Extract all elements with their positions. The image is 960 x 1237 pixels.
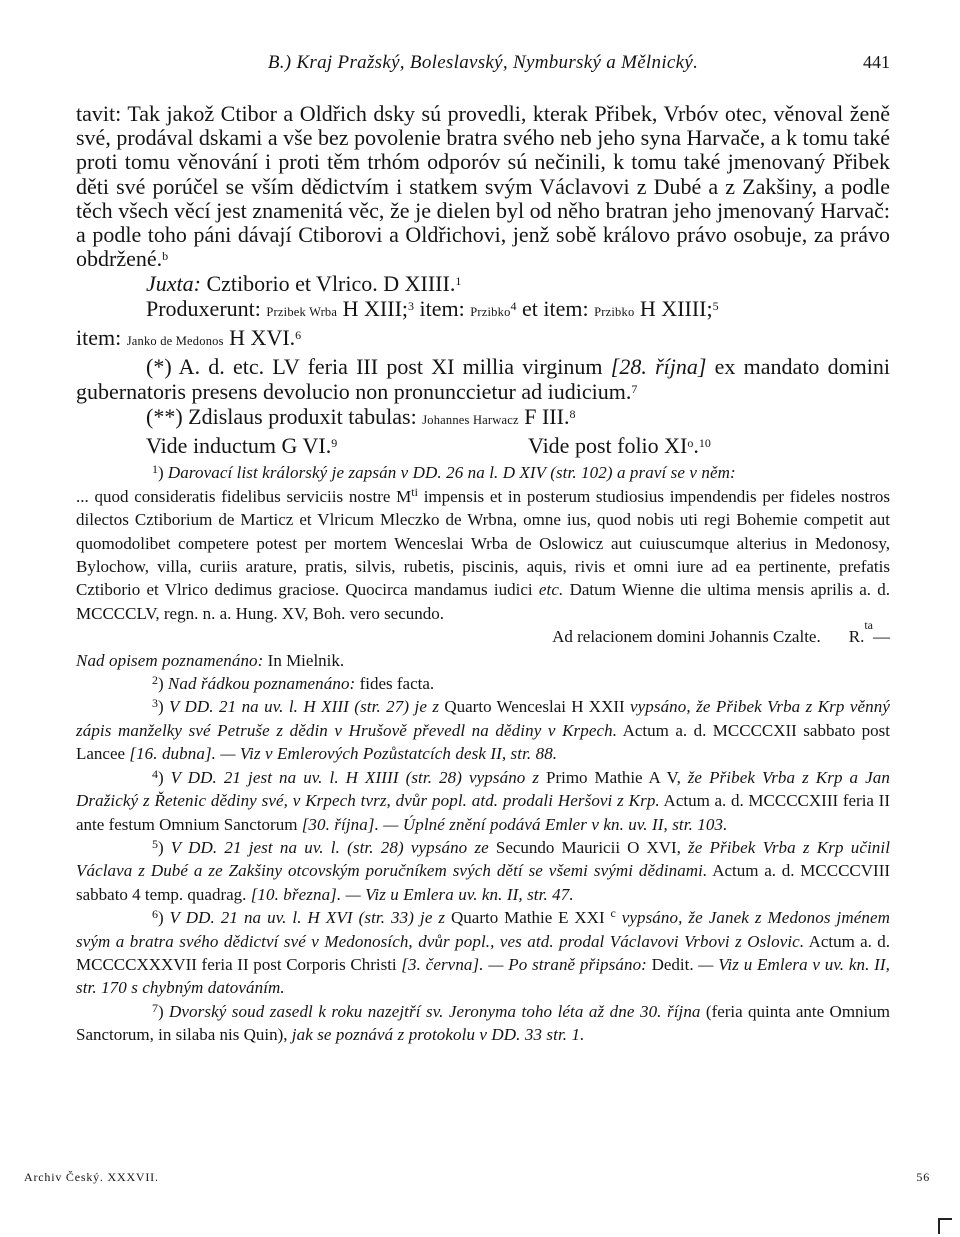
footnote-5-e: [10. března]. — Viz u Emlera uv. kn. II, str. 47. <box>250 884 574 904</box>
footnote-number: 2 <box>152 673 158 688</box>
footnote-4-c: že Přibek Vrba z Krp a Jan Dražický z Řetenic dědiny své, v Krpech tvrz, dvůr popl. atd. prodali Heršovi z Krp. <box>76 767 890 811</box>
produxerunt-entry-continued <box>76 325 890 354</box>
footnote-2-label: Nad řádkou poznamenáno: <box>167 674 356 694</box>
footnote-7-a: Dvorský soud zasedl k roku nazejtří sv. Jeronyma toho léta až dne 30. října <box>169 1001 701 1021</box>
main-paragraph-footnote-mark: b <box>162 249 169 264</box>
person-name: Johannes Harwacz <box>422 413 519 428</box>
item-word: item: <box>419 296 465 322</box>
footnote-7: $^7$) Dvorský soud zasedl k roku nazejtří sv. Jeronyma toho léta až dne 30. října (feria quinta ante Omnium Sanctorum, in silaba nis Quin), jak se poznává z protokolu v DD. 33 str. 1. <box>76 1000 890 1045</box>
footnote-number: 5 <box>152 836 158 851</box>
footnote-ref: 3 <box>408 299 415 314</box>
footnote-number: 1 <box>152 462 158 477</box>
footnote-ref: 6 <box>295 328 302 343</box>
juxta-entry <box>76 271 890 296</box>
running-header <box>76 50 890 80</box>
star-note-1-date: [28. října] <box>610 354 707 380</box>
document-page <box>76 50 890 1047</box>
footnote-4-b: Primo Mathie A V, <box>546 767 681 787</box>
footnote-1-datum: Datum Wienne die ultima mensis aprilis a. d. MCCCCLV, regn. n. a. Hung. XV, Boh. vero secundo. <box>76 580 891 623</box>
footnote-5: $^5$) V DD. 21 jest na uv. l. (str. 28) vypsáno ze Secundo Mauricii O XVI, že Přibek Vrba z Krp učinil Václava z Dubé a ze Zakšiny otcovským poručníkem svých dětí se všemi svými dědinami. Actum a. d. MCCCCVIII sabbato 4 temp. quadrag. [10. března]. — Viz u Emlera uv. kn. II, str. 47. <box>76 836 891 904</box>
star-note-2 <box>76 404 890 433</box>
footnote-6-e: [3. června]. — Po straně připsáno: <box>401 954 647 974</box>
footnote-1-body: ... quod consideratis fidelibus serviciis nostre M <box>76 486 412 506</box>
footnote-4-a: V DD. 21 jest na uv. l. H XIIII (str. 28) vypsáno z <box>170 767 540 787</box>
star-note-1 <box>76 354 890 404</box>
footnote-number: 4 <box>152 766 158 781</box>
footnote-7-c: jak se poznává z protokolu v DD. 33 str. 1. <box>291 1025 585 1045</box>
footnote-3: $^3$) V DD. 21 na uv. l. H XIII (str. 27) je z Quarto Wenceslai H XXII vypsáno, že Přibek Vrba z Krp věnný zápis manželky své Petruše z dědin v Hrušově převedl na dědiny v Krpech. Actum a. d. MCCCCXII sabbato post Lancee [16. dubna]. — Viz v Emlerových Pozůstatcích desk II, str. 88. <box>76 696 891 764</box>
register-ref: H XVI. <box>229 325 296 351</box>
page-number: 441 <box>863 52 890 72</box>
footnote-1-body-cont: impensis et in posterum studiosius impendendis per fideles nostros dilectos Cztiborium de Marticz et Vlricum Mleczko de Wrbna, omne ius, quod nobis uti regi Bohemie competit aut quomodolibet competere potest per mortem Wenceslai Wrba de Oslowicz aut cuiuscumque alterius in Medonosy, Bylochow, villa, curiis arature, pratis, silvis, rubetis, piscinis, aquis, rivis et omni iure ad ea pertinente, prefatis Cztiborio et Vlrico dedimus graciose. Quocirca mandamus iudici <box>76 486 890 600</box>
record-entries <box>76 271 890 458</box>
footnote-4-d: Actum a. d. MCCCCXIII feria II ante festum Omnium Sanctorum <box>76 791 890 834</box>
footnote-2: $^2$) Nad řádkou poznamenáno: fides facta. <box>152 673 435 694</box>
footnote-5-d: Actum a. d. MCCCCVIII sabbato 4 temp. quadrag. <box>76 861 891 904</box>
sheet-number: 56 <box>916 1170 930 1184</box>
star-note-1-text: (*) A. d. etc. LV feria III post XI millia virginum <box>146 354 603 380</box>
footnote-ref: 9 <box>331 436 338 451</box>
footnote-1: $^1$) Darovací list králorský je zapsán v DD. 26 na l. D XIV (str. 102) a praví se v něm: ... quod consideratis fidelibus serviciis nostre $M^{ti}$ impensis et in posterum studiosius impendendis per fideles nostros dilectos Cztiborium de Marticz et Vlricum Mleczko de Wrbna, omne ius, quod nobis uti regi Bohemie competit aut quomodolibet competere potest per mortem Wenceslai Wrba de Oslowicz aut cuiuscumque alterius in Medonosy, Bylochow, villa, curiis arature, pratis, silvis, rubetis, piscinis, aquis, rivis et omni iure ad ea pertinente, prefatis Cztiborio et Vlrico dedimus graciose. Quocirca mandamus iudici etc. Datum Wienne die ultima mensis aprilis a. d. MCCCCLV, regn. n. a. Hung. XV, Boh. vero secundo. Ad relacionem domini Johannis Czalte. R. ta — Nad opisem poznamenáno: In Mielnik. <box>76 462 891 670</box>
running-title: B.) Kraj Pražský, Boleslavský, Nymburský a Mělnický. <box>267 52 699 73</box>
produxerunt-entry <box>76 296 890 325</box>
footnote-1-etc: etc. <box>538 580 564 600</box>
person-name: Przibko <box>594 305 635 320</box>
register-ref: F III. <box>524 404 570 430</box>
volume-signature: Archiv Český. XXXVII. <box>24 1170 159 1184</box>
footnote-1-tail: In Mielnik. <box>267 650 345 670</box>
footnote-3-e: [16. dubna]. — Viz v Emlerových Pozůstatcích desk II, str. 88. <box>129 744 558 764</box>
person-name: Przibko <box>470 305 511 320</box>
footnote-6-c: vypsáno, že Janek z Medonos jménem svým a bratra svého dědictví své v Medonosích, dvůr popl., ves atd. prodal Václavovi Vrbovi z Oslovic. <box>76 908 891 951</box>
vide-row <box>76 433 890 458</box>
footnote-6-b: Quarto Mathie E XXI <box>451 908 605 928</box>
footnote-ref: 10 <box>698 436 711 451</box>
footnote-3-b: Quarto Wenceslai H XXII <box>444 697 625 717</box>
footnote-3-d: Actum a. d. MCCCCXII sabbato post Lancee <box>76 720 891 764</box>
footnote-3-c: vypsáno, že Přibek Vrba z Krp věnný zápis manželky své Petruše z dědin v Hrušově převedl na dědiny v Krpech. <box>76 697 891 740</box>
footnote-ref: 7 <box>631 382 638 397</box>
footnote-ref: 4 <box>510 299 517 314</box>
footnote-7-b: (feria quinta ante Omnium Sanctorum, in silaba nis Quin), <box>76 1001 890 1045</box>
star-note-1-tail: ex mandato domini gubernatoris presens devolucio non pronunccietur ad iudicium. <box>76 354 891 405</box>
vide-right-text: Vide post folio XI <box>528 433 688 459</box>
vide-left-text: Vide inductum G VI. <box>146 433 332 459</box>
main-text <box>76 102 890 271</box>
footnote-1-r: R. <box>848 627 865 647</box>
dash: — <box>873 627 890 647</box>
vide-right-dot: . <box>693 433 699 459</box>
footnote-5-a: V DD. 21 jest na uv. l. (str. 28) vypsáno ze <box>170 837 489 857</box>
juxta-label: Juxta: <box>146 271 201 297</box>
juxta-text: Cztiborio et Vlrico. D XIIII. <box>206 271 456 297</box>
produxerunt-label: Produxerunt: <box>146 296 261 322</box>
footnote-number: 3 <box>152 696 158 711</box>
footnote-ref: 8 <box>569 407 576 422</box>
footnote-3-a: V DD. 21 na uv. l. H XIII (str. 27) je z <box>168 697 440 717</box>
footnote-6-f: Dedit. <box>651 954 694 974</box>
vide-right <box>528 433 711 458</box>
footnote-1-relacio: Ad relacionem domini Johannis Czalte. <box>552 627 821 647</box>
person-name: Janko de Medonos <box>126 334 224 349</box>
footnote-6: $^6$) V DD. 21 na uv. l. H XVI (str. 33) je z Quarto Mathie E XXI $^c$ vypsáno, že Janek z Medonos jménem svým a bratra svého dědictví své v Medonosích, dvůr popl., ves atd. prodal Václavovi Vrbovi z Oslovic. Actum a. d. MCCCCXXXVII feria II post Corporis Christi [3. června]. — Po straně připsáno: Dedit. — Viz u Emlera v uv. kn. II, str. 170 s chybným datováním. <box>76 906 891 998</box>
footnote-6-g: — Viz u Emlera v uv. kn. II, str. 170 s chybným datováním. <box>76 954 891 998</box>
register-ref: H XIII; <box>342 296 409 322</box>
footnote-ref: 5 <box>712 299 719 314</box>
star-note-2-text: (**) Zdislaus produxit tabulas: <box>146 404 417 430</box>
vide-left <box>76 433 528 458</box>
et-item-word: et item: <box>522 296 589 322</box>
footnote-ref: 1 <box>455 274 462 289</box>
footnote-1-intro: Darovací list králorský je zapsán v DD. 26 na l. D XIV (str. 102) a praví se v něm: <box>167 463 736 483</box>
superscript-o: o <box>687 436 694 451</box>
footnote-5-b: Secundo Mauricii O XVI, <box>495 837 681 857</box>
footnote-2-text: fides facta. <box>359 674 435 694</box>
main-paragraph-text: tavit: Tak jakož Ctibor a Oldřich dsky sú provedli, kterak Přibek, Vrbóv otec, věnoval ženě své, prodával dskami a vše bez povolenie bratra svého neb jeho syna Harvače, a k tomu také proti tomu věnování i proti těm trhóm odporóv sú nečinili, k tomu také jmenovaný Přibek děti své porúčel se vším dědictvím i statkem svým Václavovi z Dubé a z Zakšiny, a podle těch všech věcí jest znamenitá věc, že je dielen byl od něho bratran jeho jmenovaný Harvač: a podle toho páni dávají Ctiborovi a Oldřichovi, jenž sobě královo právo osobuje, za právo obdržené. <box>76 101 890 272</box>
footnote-1-tail-label: Nad opisem poznamenáno: <box>76 650 264 670</box>
superscript-ta: ta <box>864 618 873 633</box>
scan-corner-mark <box>938 1218 952 1234</box>
footnote-number: 7 <box>152 1000 158 1015</box>
footnotes <box>76 461 890 1046</box>
footnote-5-c: že Přibek Vrba z Krp učinil Václava z Dubé a ze Zakšiny otcovským poručníkem svých dětí se všemi svými dědinami. <box>76 837 891 881</box>
superscript-ti: ti <box>411 484 418 499</box>
footnote-4-e: [30. října]. — Úplné znění podává Emler v kn. uv. II, str. 103. <box>301 814 728 834</box>
item-word: item: <box>76 325 122 351</box>
footnote-6-a: V DD. 21 na uv. l. H XVI (str. 33) je z <box>169 908 446 928</box>
main-paragraph <box>76 102 890 271</box>
register-ref: H XIIII; <box>639 296 713 322</box>
footnote-4: $^4$) V DD. 21 jest na uv. l. H XIIII (str. 28) vypsáno z Primo Mathie A V, že Přibek Vrba z Krp a Jan Dražický z Řetenic dědiny své, v Krpech tvrz, dvůr popl. atd. prodali Heršovi z Krp. Actum a. d. MCCCCXIII feria II ante festum Omnium Sanctorum [30. října]. — Úplné znění podává Emler v kn. uv. II, str. 103. <box>76 766 890 834</box>
person-name: Przibek Wrba <box>266 305 338 320</box>
footnote-6-d: Actum a. d. MCCCCXXXVII feria II post Corporis Christi <box>76 931 890 974</box>
superscript-c: c <box>610 906 616 921</box>
footnote-number: 6 <box>152 907 158 922</box>
